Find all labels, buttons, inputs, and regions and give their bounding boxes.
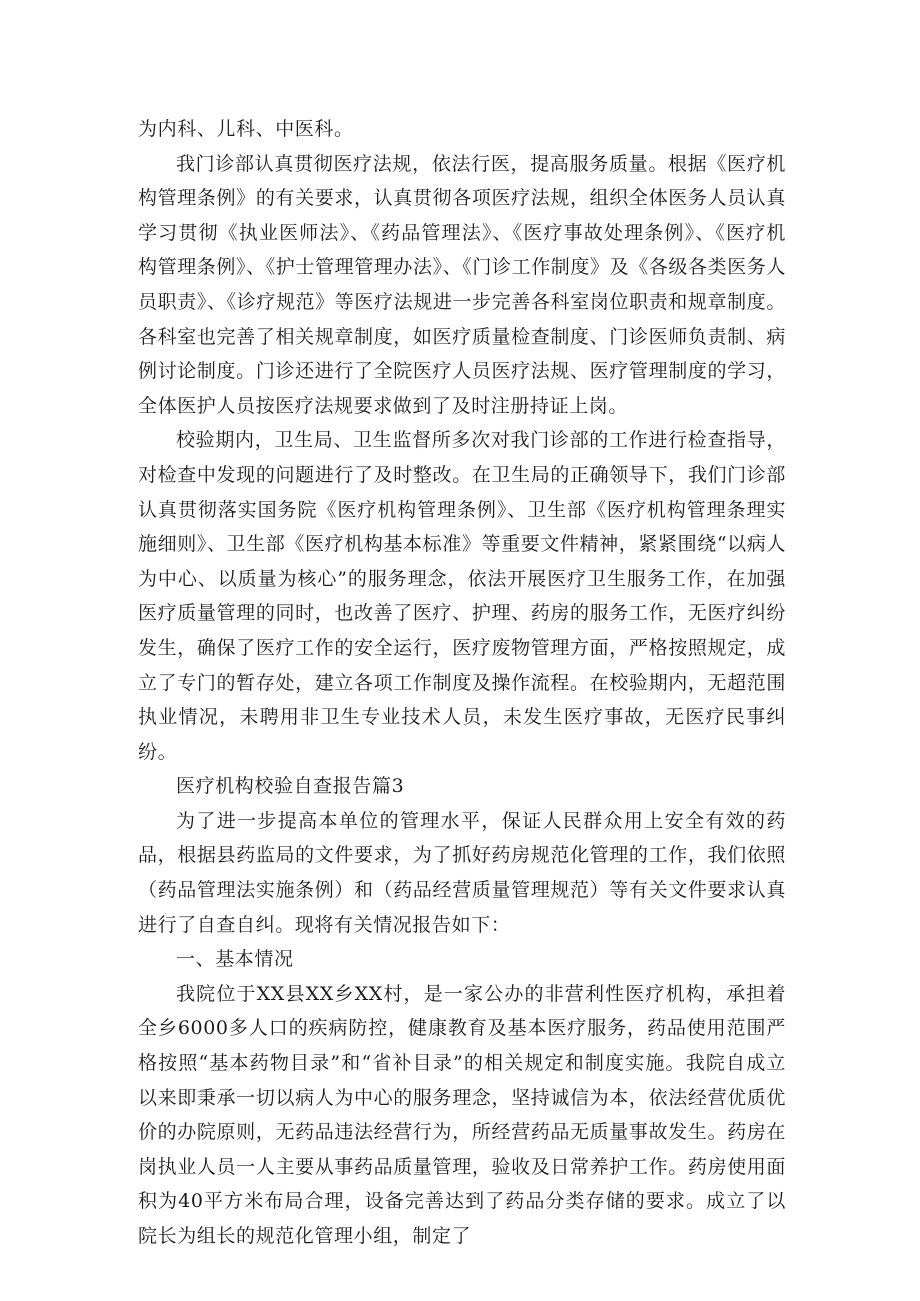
paragraph-continuation: 为内科、儿科、中医科。 — [138, 118, 354, 140]
paragraph-inspection-period: 校验期内，卫生局、卫生监督所多次对我门诊部的工作进行检查指导，对检查中发现的问题进行了及时整改。在卫生局的正确领导下，我们门诊部认真贯彻落实国务院《医疗机构管理条例》、卫生部《医疗机构管理条理实施细则》、卫生部《医疗机构基本标准》等重要文件精神，紧紧围绕“以病人为中心、以质量为核心”的服务理念，依法开展医疗卫生服务工作，在加强医疗质量管理的同时，也改善了医疗、护理、药房的服务工作，无医疗纠纷发生，确保了医疗工作的安全运行，医疗废物管理方面，严格按照规定，成立了专门的暂存处，建立各项工作制度及操作流程。在校验期内，无超范围执业情况，未聘用非卫生专业技术人员，未发生医疗事故，无医疗民事纠纷。 — [138, 429, 786, 763]
paragraph-outpatient-regulations: 我门诊部认真贯彻医疗法规，依法行医，提高服务质量。根据《医疗机构管理条例》的有关要求，认真贯彻各项医疗法规，组织全体医务人员认真学习贯彻《执业医师法》、《药品管理法》、《医疗事故处理条例》、《医疗机构管理条例》、《护士管理管理办法》、《门诊工作制度》及《各级各类医务人员职责》、《诊疗规范》等医疗法规进一步完善各科室岗位职责和规章制度。各科室也完善了相关规章制度，如医疗质量检查制度、门诊医师负责制、病例讨论制度。门诊还进行了全院医疗人员医疗法规、医疗管理制度的学习，全体医护人员按医疗法规要求做到了及时注册持证上岗。 — [138, 152, 787, 417]
subheading-basic-situation: 一、基本情况 — [176, 948, 294, 971]
paragraph-pharmacy-intro: 为了进一步提高本单位的管理水平，保证人民群众用上安全有效的药品，根据县药监局的文件要求，为了抓好药房规范化管理的工作，我们依照（药品管理法实施条例）和（药品经营质量管理规范）等有关文件要求认真进行了自查自纠。现将有关情况报告如下： — [138, 809, 786, 936]
section-title-report-3: 医疗机构校验自查报告篇3 — [176, 775, 405, 798]
paragraph-hospital-overview: 我院位于XX县XX乡XX村，是一家公办的非营利性医疗机构，承担着全乡6000多人口的疾病防控，健康教育及基本医疗服务，药品使用范围严格按照“基本药物目录”和“省补目录”的相关规定和制度实施。我院自成立以来即秉承一切以病人为中心的服务理念，坚持诚信为本，依法经营优质优价的办院原则，无药品违法经营行为，所经营药品无质量事故发生。药房在岗执业人员一人主要从事药品质量管理，验收及日常养护工作。药房使用面积为40平方米布局合理，设备完善达到了药品分类存储的要求。成立了以院长为组长的规范化管理小组，制定了 — [138, 982, 786, 1247]
document-page — [138, 112, 786, 1254]
